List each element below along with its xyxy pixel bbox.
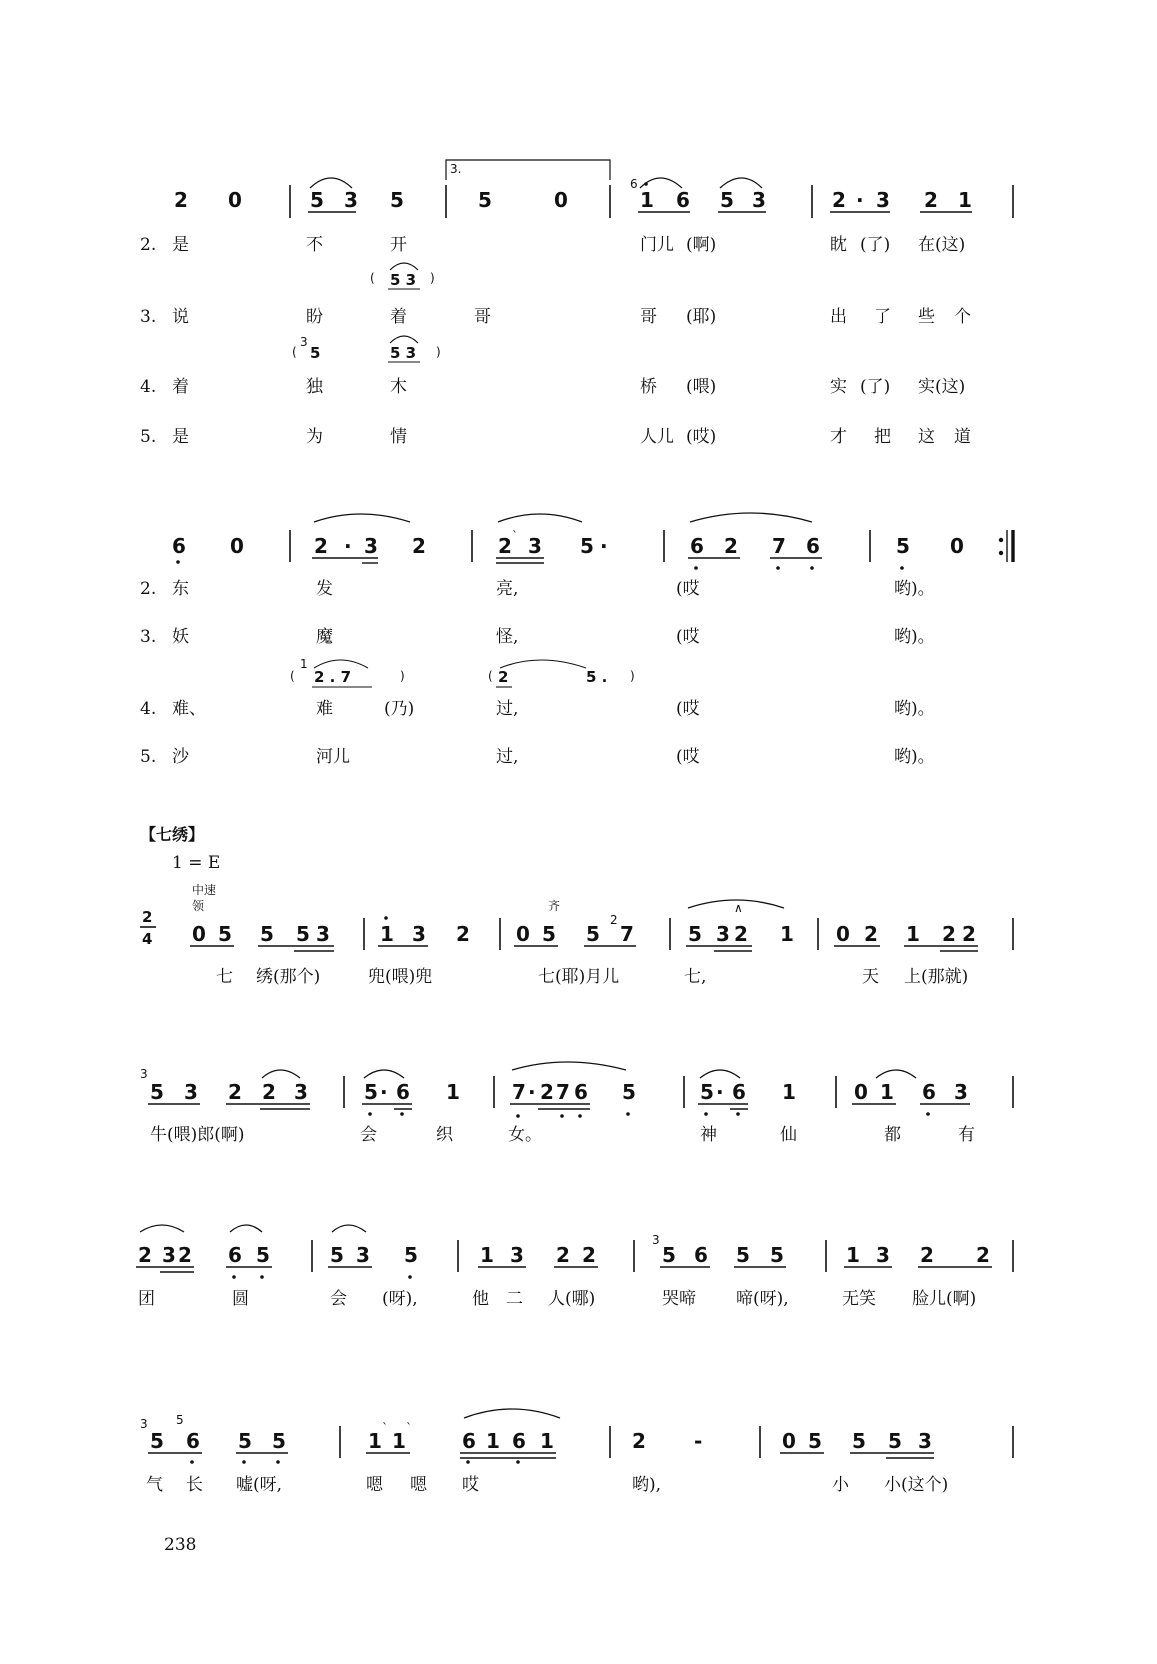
note: 5 <box>296 922 310 946</box>
note: 1 <box>392 1429 406 1453</box>
lyric: 发 <box>316 579 333 599</box>
note: 2 <box>412 534 426 558</box>
note: 7 <box>772 534 786 558</box>
lyric: 过, <box>496 699 519 719</box>
verse-label: 4. <box>140 377 157 397</box>
note: 6 <box>172 534 186 558</box>
system-2 <box>140 513 1013 767</box>
cue-all: 齐 <box>548 899 561 913</box>
note: 5 <box>770 1243 784 1267</box>
lyric: 会 <box>360 1125 377 1145</box>
lyric: 东 <box>172 579 189 599</box>
note: 3 <box>294 1080 308 1104</box>
lyric: 牛(喂)郎(啊) <box>150 1125 245 1145</box>
note: 0 <box>230 534 244 558</box>
ornament: ( <box>370 271 375 285</box>
note: 5 <box>260 922 274 946</box>
note: 2 <box>540 1080 554 1104</box>
lyric: 兜(喂)兜 <box>368 967 433 987</box>
note: 5 <box>150 1429 164 1453</box>
lyric: 人儿 <box>640 427 674 447</box>
lyric: 是 <box>172 235 189 255</box>
lyric: 七(耶)月儿 <box>538 967 620 987</box>
lyric: 七 <box>216 967 233 987</box>
note: 5 <box>238 1429 252 1453</box>
note: 1 <box>480 1243 494 1267</box>
note: 0 <box>836 922 850 946</box>
ornament-note: 2 . 7 <box>314 668 352 686</box>
verse-label: 4. <box>140 699 157 719</box>
lyric: 女。 <box>508 1125 542 1145</box>
note: 5 <box>896 534 910 558</box>
note: 1 <box>958 188 972 212</box>
verse-label: 2. <box>140 235 157 255</box>
lyric: 为 <box>306 427 323 447</box>
lyric: 哟)。 <box>894 699 935 719</box>
note: 3 <box>716 922 730 946</box>
lyric: 长 <box>186 1475 203 1495</box>
lyric: 说 <box>172 307 189 327</box>
lyric: 独 <box>306 377 323 397</box>
lyric: 嗯 <box>366 1475 383 1495</box>
lyric: 眈 <box>830 235 847 255</box>
lyric: 个 <box>954 307 971 327</box>
note: 3 <box>876 188 890 212</box>
ornament: ) <box>430 271 435 285</box>
note: 3 <box>954 1080 968 1104</box>
lyric: 小 <box>832 1475 849 1495</box>
lyric: 会 <box>330 1289 347 1309</box>
lyric: 出 <box>830 307 847 327</box>
lyric: (了) <box>860 377 891 397</box>
note: · <box>380 1080 388 1104</box>
lyric: 天 <box>862 967 879 987</box>
time-signature-bottom: 4 <box>142 930 153 948</box>
lyric: 人(哪) <box>548 1289 596 1309</box>
note: 3 <box>876 1243 890 1267</box>
lyric: 了 <box>874 307 891 327</box>
note: 5 <box>478 188 492 212</box>
note: 2 <box>174 188 188 212</box>
note: 1 <box>368 1429 382 1453</box>
system-5 <box>136 1225 1013 1309</box>
grace-mark: ` <box>406 1421 412 1435</box>
note: 5 <box>700 1080 714 1104</box>
note: 1 <box>640 188 654 212</box>
note: 3 <box>184 1080 198 1104</box>
note: 5 <box>852 1429 866 1453</box>
note: 5 <box>662 1243 676 1267</box>
note: 5 <box>330 1243 344 1267</box>
note: 1 <box>540 1429 554 1453</box>
note: 2 <box>262 1080 276 1104</box>
note: 1 <box>846 1243 860 1267</box>
note: 2 <box>864 922 878 946</box>
section-title: 【七绣】 <box>140 825 205 844</box>
lyric: 有 <box>958 1125 975 1145</box>
ornament-note: 5 3 <box>390 344 417 362</box>
lyric: 亮, <box>496 579 519 599</box>
grace-note: 2 <box>610 913 618 927</box>
note: 3 <box>528 534 542 558</box>
note: 5 <box>688 922 702 946</box>
tempo-mark: 中速 <box>192 883 217 897</box>
lyric: 实 <box>830 377 847 397</box>
system-1 <box>140 160 1013 447</box>
note: 5 <box>888 1429 902 1453</box>
note: 2 <box>920 1243 934 1267</box>
note: 5 <box>404 1243 418 1267</box>
note: 6 <box>396 1080 410 1104</box>
note: 2 <box>832 188 846 212</box>
note: 3 <box>364 534 378 558</box>
lyric: (喂) <box>686 377 717 397</box>
cue-lead: 领 <box>192 899 205 913</box>
lyric: 仙 <box>780 1125 797 1145</box>
note: 6 <box>732 1080 746 1104</box>
note: · <box>528 1080 536 1104</box>
note: 5 <box>364 1080 378 1104</box>
note: 1 <box>486 1429 500 1453</box>
note: 5 <box>150 1080 164 1104</box>
note: 7 <box>556 1080 570 1104</box>
lyric: 门儿 <box>640 235 674 255</box>
lyric: (哎) <box>686 427 717 447</box>
lyric: 无笑 <box>842 1289 876 1309</box>
ornament: ( <box>290 669 295 683</box>
note: 5 <box>808 1429 822 1453</box>
lyric: 着 <box>390 307 407 327</box>
note: 2 <box>556 1243 570 1267</box>
lyric: 哟)。 <box>894 579 935 599</box>
note: 5 <box>218 922 232 946</box>
lyric: 这 <box>918 427 935 447</box>
lyric: 团 <box>138 1289 155 1309</box>
ornament: ( <box>292 345 297 359</box>
note: 5 <box>272 1429 286 1453</box>
lyric: 哎 <box>462 1475 479 1495</box>
grace-note: 3 <box>140 1067 148 1081</box>
lyric: 怪, <box>496 627 519 647</box>
lyric: 难、 <box>172 699 206 719</box>
note: 6 <box>806 534 820 558</box>
note: 2 <box>456 922 470 946</box>
lyric: 小(这个) <box>884 1475 949 1495</box>
lyric: (呀), <box>382 1289 418 1309</box>
system-3 <box>140 900 1013 987</box>
lyric: 嘘(呀, <box>236 1475 283 1495</box>
lyric: 些 <box>918 307 935 327</box>
note: 2 <box>734 922 748 946</box>
section-header <box>140 825 560 913</box>
note: 2 <box>632 1429 646 1453</box>
note: 1 <box>380 922 394 946</box>
lyric: 二 <box>506 1289 523 1309</box>
lyric: 盼 <box>306 307 323 327</box>
ornament: ) <box>400 669 405 683</box>
lyric: 哟)。 <box>894 627 935 647</box>
lyric: 都 <box>884 1125 901 1145</box>
lyric: 嗯 <box>410 1475 427 1495</box>
ornament-note: 5 <box>310 344 321 362</box>
ornament-note: 2 <box>498 668 509 686</box>
lyric: 绣(那个) <box>256 967 321 987</box>
ornament-note: 5 . <box>586 668 608 686</box>
lyric: 不 <box>306 235 323 255</box>
lyric: 木 <box>390 377 407 397</box>
note: 5 <box>542 922 556 946</box>
note: 2 <box>976 1243 990 1267</box>
grace-note: 1 <box>300 657 308 671</box>
verse-label: 3. <box>140 307 157 327</box>
verse-label: 3. <box>140 627 157 647</box>
note: · <box>716 1080 724 1104</box>
note: 6 <box>512 1429 526 1453</box>
lyric: 沙 <box>172 747 189 767</box>
note: 2 <box>942 922 956 946</box>
note: 2 <box>582 1243 596 1267</box>
lyric: 啼(呀), <box>736 1289 789 1309</box>
note: 6 <box>186 1429 200 1453</box>
note: 6 <box>676 188 690 212</box>
note: 0 <box>950 534 964 558</box>
lyric: 开 <box>390 235 407 255</box>
ornament: ) <box>436 345 441 359</box>
note: 2 <box>138 1243 152 1267</box>
note: 6 <box>694 1243 708 1267</box>
ornament-note: 5 3 <box>390 271 417 289</box>
note: 6 <box>574 1080 588 1104</box>
note: 6 <box>462 1429 476 1453</box>
lyric: 哟)。 <box>894 747 935 767</box>
lyric: 是 <box>172 427 189 447</box>
note: 5 <box>310 188 324 212</box>
note: 7 <box>512 1080 526 1104</box>
note: 1 <box>880 1080 894 1104</box>
lyric: 着 <box>172 377 189 397</box>
note: 3 <box>918 1429 932 1453</box>
note: 2 <box>924 188 938 212</box>
note: 1 <box>782 1080 796 1104</box>
note: 2 <box>314 534 328 558</box>
note: 3 <box>162 1243 176 1267</box>
note: 3 <box>412 922 426 946</box>
grace-note: 3 <box>140 1417 148 1431</box>
system-4 <box>140 1062 1013 1145</box>
key-signature: 1 = E <box>172 853 221 873</box>
note: 3 <box>344 188 358 212</box>
lyric: 把 <box>874 427 891 447</box>
verse-label: 5. <box>140 427 157 447</box>
lyric: 妖 <box>172 627 189 647</box>
lyric: 情 <box>390 427 407 447</box>
lyric: (耶) <box>686 307 717 327</box>
verse-label: 5. <box>140 747 157 767</box>
lyric: 过, <box>496 747 519 767</box>
note: · <box>344 534 352 558</box>
grace-mark: ` <box>382 1421 388 1435</box>
system-6 <box>140 1409 1013 1495</box>
note: 1 <box>906 922 920 946</box>
note: 3 <box>510 1243 524 1267</box>
grace-note: 6 <box>630 177 638 191</box>
volta-label: 3. <box>450 162 462 176</box>
lyric: 哥 <box>640 307 657 327</box>
lyric: 才 <box>830 427 847 447</box>
note: 3 <box>316 922 330 946</box>
lyric: (哎 <box>676 579 700 599</box>
lyric: (哎 <box>676 747 700 767</box>
lyric: 道 <box>954 427 971 447</box>
lyric: 在(这) <box>918 235 966 255</box>
note: 2 <box>228 1080 242 1104</box>
grace-note: 5 <box>176 1413 184 1427</box>
grace-note: 3 <box>300 335 308 349</box>
lyric: 织 <box>436 1125 453 1145</box>
note: 3 <box>356 1243 370 1267</box>
note: 0 <box>192 922 206 946</box>
note: · <box>600 534 608 558</box>
lyric: 圆 <box>232 1289 249 1309</box>
note: 5 <box>736 1243 750 1267</box>
note: 0 <box>782 1429 796 1453</box>
grace-mark: ` <box>512 529 518 543</box>
note: 5 <box>390 188 404 212</box>
note: · <box>856 188 864 212</box>
note: 2 <box>178 1243 192 1267</box>
verse-label: 2. <box>140 579 157 599</box>
lyric: 魔 <box>316 627 333 647</box>
note: 7 <box>620 922 634 946</box>
lyric: 哥 <box>474 307 491 327</box>
lyric: 他 <box>472 1289 489 1309</box>
ornament: ) <box>630 669 635 683</box>
lyric: (了) <box>860 235 891 255</box>
lyric: 脸儿(啊) <box>912 1289 977 1309</box>
note: 0 <box>854 1080 868 1104</box>
note: 0 <box>228 188 242 212</box>
ornament: ( <box>488 669 493 683</box>
note: 5 <box>622 1080 636 1104</box>
note: 5 <box>580 534 594 558</box>
lyric: (哎 <box>676 699 700 719</box>
lyric: 桥 <box>640 377 657 397</box>
note: 3 <box>752 188 766 212</box>
lyric: (啊) <box>686 235 717 255</box>
note: 0 <box>516 922 530 946</box>
lyric: 难 <box>316 699 333 719</box>
note: 2 <box>724 534 738 558</box>
lyric: 神 <box>700 1125 717 1145</box>
note: 2 <box>962 922 976 946</box>
lyric: 河儿 <box>316 747 350 767</box>
note: 5 <box>586 922 600 946</box>
lyric: 气 <box>146 1475 163 1495</box>
note: 1 <box>780 922 794 946</box>
note: 0 <box>554 188 568 212</box>
lyric: (乃) <box>384 699 415 719</box>
lyric: 哭啼 <box>662 1289 696 1309</box>
lyric: 上(那就) <box>904 967 969 987</box>
lyric: 七, <box>684 967 707 987</box>
grace-note: 3 <box>652 1233 660 1247</box>
note: 5 <box>720 188 734 212</box>
lyric: 哟), <box>632 1475 662 1495</box>
accent-mark: ∧ <box>734 901 743 915</box>
note: 6 <box>922 1080 936 1104</box>
note: - <box>694 1429 703 1453</box>
note: 6 <box>228 1243 242 1267</box>
lyric: 实(这) <box>918 377 966 397</box>
page-number: 238 <box>164 1535 197 1555</box>
note: 1 <box>446 1080 460 1104</box>
note: 6 <box>690 534 704 558</box>
note: 5 <box>256 1243 270 1267</box>
time-signature-top: 2 <box>142 908 153 926</box>
lyric: (哎 <box>676 627 700 647</box>
note: 2 <box>498 534 512 558</box>
